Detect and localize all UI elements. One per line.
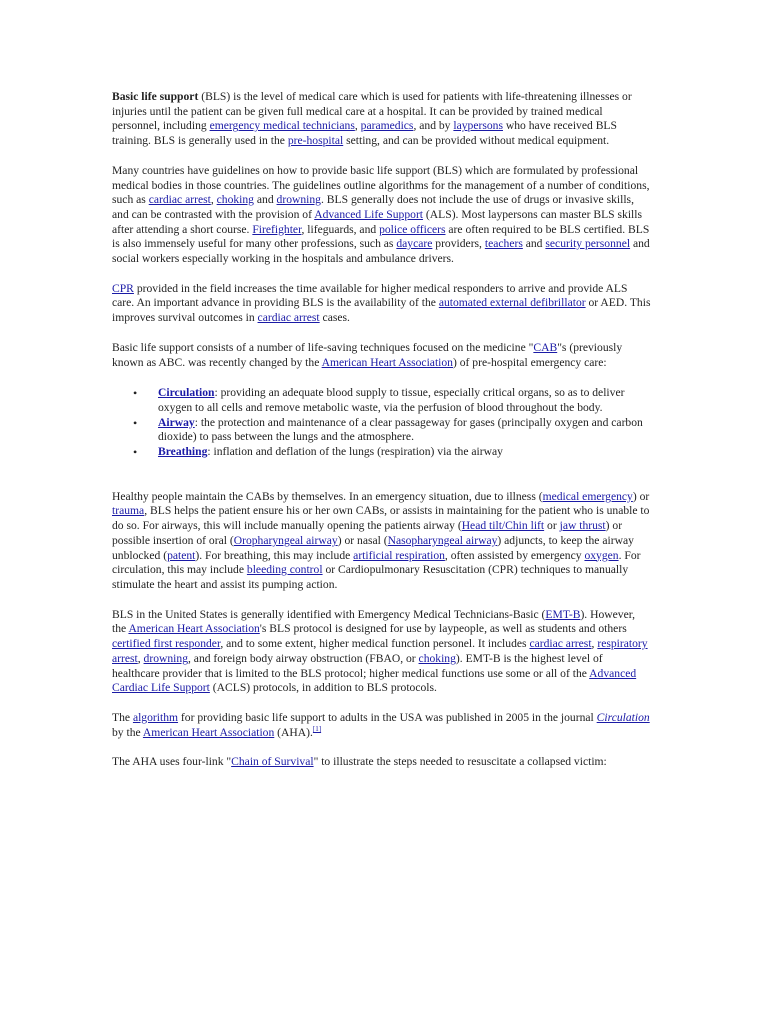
text: 's BLS protocol is designed for use by laypeople, as well as students and others [259,622,627,636]
link-advanced-life-support[interactable]: Advanced Life Support [314,207,424,221]
link-paramedics[interactable]: paramedics [360,119,414,133]
paragraph-cab [112,341,652,370]
text: ) or nasal ( [337,533,388,547]
text: , and to some extent, higher medical function personel. It includes [220,637,530,651]
text: (ALS). Most laypersons can master BLS skills after attending a short course. [112,207,643,236]
link-american-heart-association-3[interactable]: American Heart Association [142,725,275,739]
text: : providing an adequate blood supply to tissue, especially critical organs, so as to deliver oxygen to all cells and remove metabolic waste, via the perfusion of blood throughout the body. [158,386,625,414]
link-drowning[interactable]: drowning [276,193,321,207]
text: : inflation and deflation of the lungs (respiration) via the airway [207,445,503,459]
link-choking[interactable]: choking [216,193,254,207]
paragraph-cpr [112,282,652,326]
text: , BLS helps the patient ensure his or her own CABs, or assists in maintaining for the patient who is unable to do so. For airways, this will include manually opening the patients airway ( [112,504,650,533]
text: and [253,193,277,207]
text: BLS in the United States is generally identified with Emergency Medical Technicians-Basic ( [112,607,546,621]
link-drowning-2[interactable]: drowning [143,651,188,665]
text: , [591,637,598,651]
text: . For circulation, this may include [112,548,641,577]
link-advanced-cardiac-life-support[interactable]: Advanced Cardiac Life Support [112,666,637,695]
text: , and by [413,119,454,133]
text: Basic life support consists of a number of life-saving techniques focused on the medicine " [112,340,534,354]
text: cases. [319,311,350,325]
link-bleeding-control[interactable]: bleeding control [246,563,323,577]
list-item-breathing [112,445,652,460]
text: or Cardiopulmonary Resuscitation (CPR) techniques to manually stimulate the heart and assist its pumping action. [112,563,629,591]
text: Healthy people maintain the CABs by themselves. In an emergency situation, due to illness ( [112,489,543,503]
link-artificial-respiration[interactable]: artificial respiration [353,548,445,562]
text: , lifeguards, and [301,222,380,236]
bullet-icon: • [133,386,138,401]
link-security-personnel[interactable]: security personnel [545,237,631,251]
link-reference-1[interactable]: [1] [312,724,322,733]
link-american-heart-association-2[interactable]: American Heart Association [128,622,260,636]
text: provided in the field increases the time available for higher medical responders to arrive and provide ALS care. An important advance in providing BLS is the availability of the [112,281,628,310]
link-emergency-medical-technicians[interactable]: emergency medical technicians [209,119,355,133]
link-circulation[interactable]: Circulation [158,386,215,400]
list-item-airway [112,416,652,445]
link-patent[interactable]: patent [167,548,196,562]
text: ) adjuncts, to keep the airway unblocked ( [112,533,634,562]
paragraph-intro [112,90,652,149]
bullet-icon: • [133,415,138,430]
text: ). EMT-B is the highest level of healthcare provider that is limited to the BLS protocol; higher medical functions use some or all of the [112,651,603,680]
term-basic-life-support: Basic life support [112,90,199,103]
paragraph-chain-of-survival [112,755,652,770]
text: , [210,193,217,207]
text: . BLS generally does not include the use of drugs or invasive skills, and can be contrasted with the provision of [112,193,634,221]
cab-list [112,386,652,460]
link-medical-emergency[interactable]: medical emergency [542,489,633,503]
link-cardiac-arrest[interactable]: cardiac arrest [148,193,211,207]
text: providers, [432,237,485,251]
text: ) or [632,489,650,503]
link-certified-first-responder[interactable]: certified first responder [112,637,221,651]
link-choking-2[interactable]: choking [418,651,456,665]
text: (AHA). [274,725,313,739]
link-oropharyngeal-airway[interactable]: Oropharyngeal airway [233,533,338,547]
link-teachers[interactable]: teachers [484,237,523,251]
text: : the protection and maintenance of a clear passageway for gases (principally oxygen and carbon dioxide) to pass between the lungs and the atmosphere. [158,415,643,444]
link-pre-hospital[interactable]: pre-hospital [287,134,344,148]
paragraph-bls-us [112,608,652,696]
text: ) or possible insertion of oral ( [112,519,623,547]
text: The AHA uses four-link " [112,755,232,769]
link-cab[interactable]: CAB [533,340,558,354]
link-police-officers[interactable]: police officers [379,222,446,236]
list-item-circulation [112,386,652,415]
text: , often assisted by emergency [444,548,585,562]
link-trauma[interactable]: trauma [112,504,145,518]
text: The [112,710,133,724]
link-circulation-journal[interactable] [597,711,650,724]
text: are often required to be BLS certified. BLS is also immensely useful for many other professions, such as [112,222,650,251]
link-automated-external-defibrillator[interactable]: automated external defibrillator [438,296,586,310]
text: , [137,651,144,665]
text: setting, and can be provided without medical equipment. [343,134,610,148]
link-respiratory-arrest[interactable]: respiratory arrest [112,637,648,665]
paragraph-healthy-people [112,490,652,593]
text: Many countries have guidelines on how to provide basic life support (BLS) which are formulated by professional medical bodies in those countries. The guidelines outline algorithms for the management of a number of conditions, such as [112,163,650,207]
link-breathing[interactable]: Breathing [158,445,208,459]
text: (ACLS) protocols, in addition to BLS protocols. [209,681,437,695]
text: for providing basic life support to adults in the USA was published in 2005 in the journal [178,710,597,724]
text: ) of pre-hospital emergency care: [452,355,607,369]
link-cardiac-arrest-2[interactable]: cardiac arrest [257,311,320,325]
text: or AED. This improves survival outcomes in [112,296,651,325]
document-body [112,90,652,770]
link-emt-b[interactable]: EMT-B [545,607,581,621]
link-chain-of-survival[interactable]: Chain of Survival [231,755,314,769]
link-oxygen[interactable]: oxygen [584,548,619,562]
bullet-icon: • [133,445,138,460]
link-daycare[interactable]: daycare [396,237,433,251]
link-cardiac-arrest-3[interactable]: cardiac arrest [529,637,592,651]
text: ). For breathing, this may include [195,548,354,562]
link-algorithm[interactable]: algorithm [132,710,179,724]
link-laypersons[interactable]: laypersons [453,119,503,133]
link-airway[interactable]: Airway [158,415,195,429]
link-head-tilt-chin-lift[interactable]: Head tilt/Chin lift [461,519,545,533]
text: , [354,119,361,133]
text: "s (previously known as ABC. was recently changed by the [112,340,623,369]
link-firefighter[interactable]: Firefighter [252,222,302,236]
link-jaw-thrust[interactable]: jaw thrust [559,519,606,533]
text: and [522,237,546,251]
text: ). However, the [112,607,636,636]
text: or [544,519,560,533]
link-american-heart-association[interactable]: American Heart Association [321,355,453,369]
link-cpr[interactable]: CPR [112,281,134,295]
text: who have received BLS training. BLS is generally used in the [112,119,617,148]
paragraph-guidelines [112,164,652,267]
text: , and foreign body airway obstruction (FBAO, or [188,651,419,665]
paragraph-algorithm [112,711,652,740]
link-nasopharyngeal-airway[interactable]: Nasopharyngeal airway [387,533,498,547]
text: and social workers especially working in the hospitals and ambulance drivers. [112,237,650,266]
text: (BLS) is the level of medical care which is used for patients with life-threatening illnesses or injuries until the patient can be given full medical care at a hospital. It can be provided by trained medical personnel, including [112,90,632,133]
text: " to illustrate the steps needed to resuscitate a collapsed victim: [313,755,607,769]
text: by the [112,725,143,739]
journal-title: Circulation [596,710,650,724]
